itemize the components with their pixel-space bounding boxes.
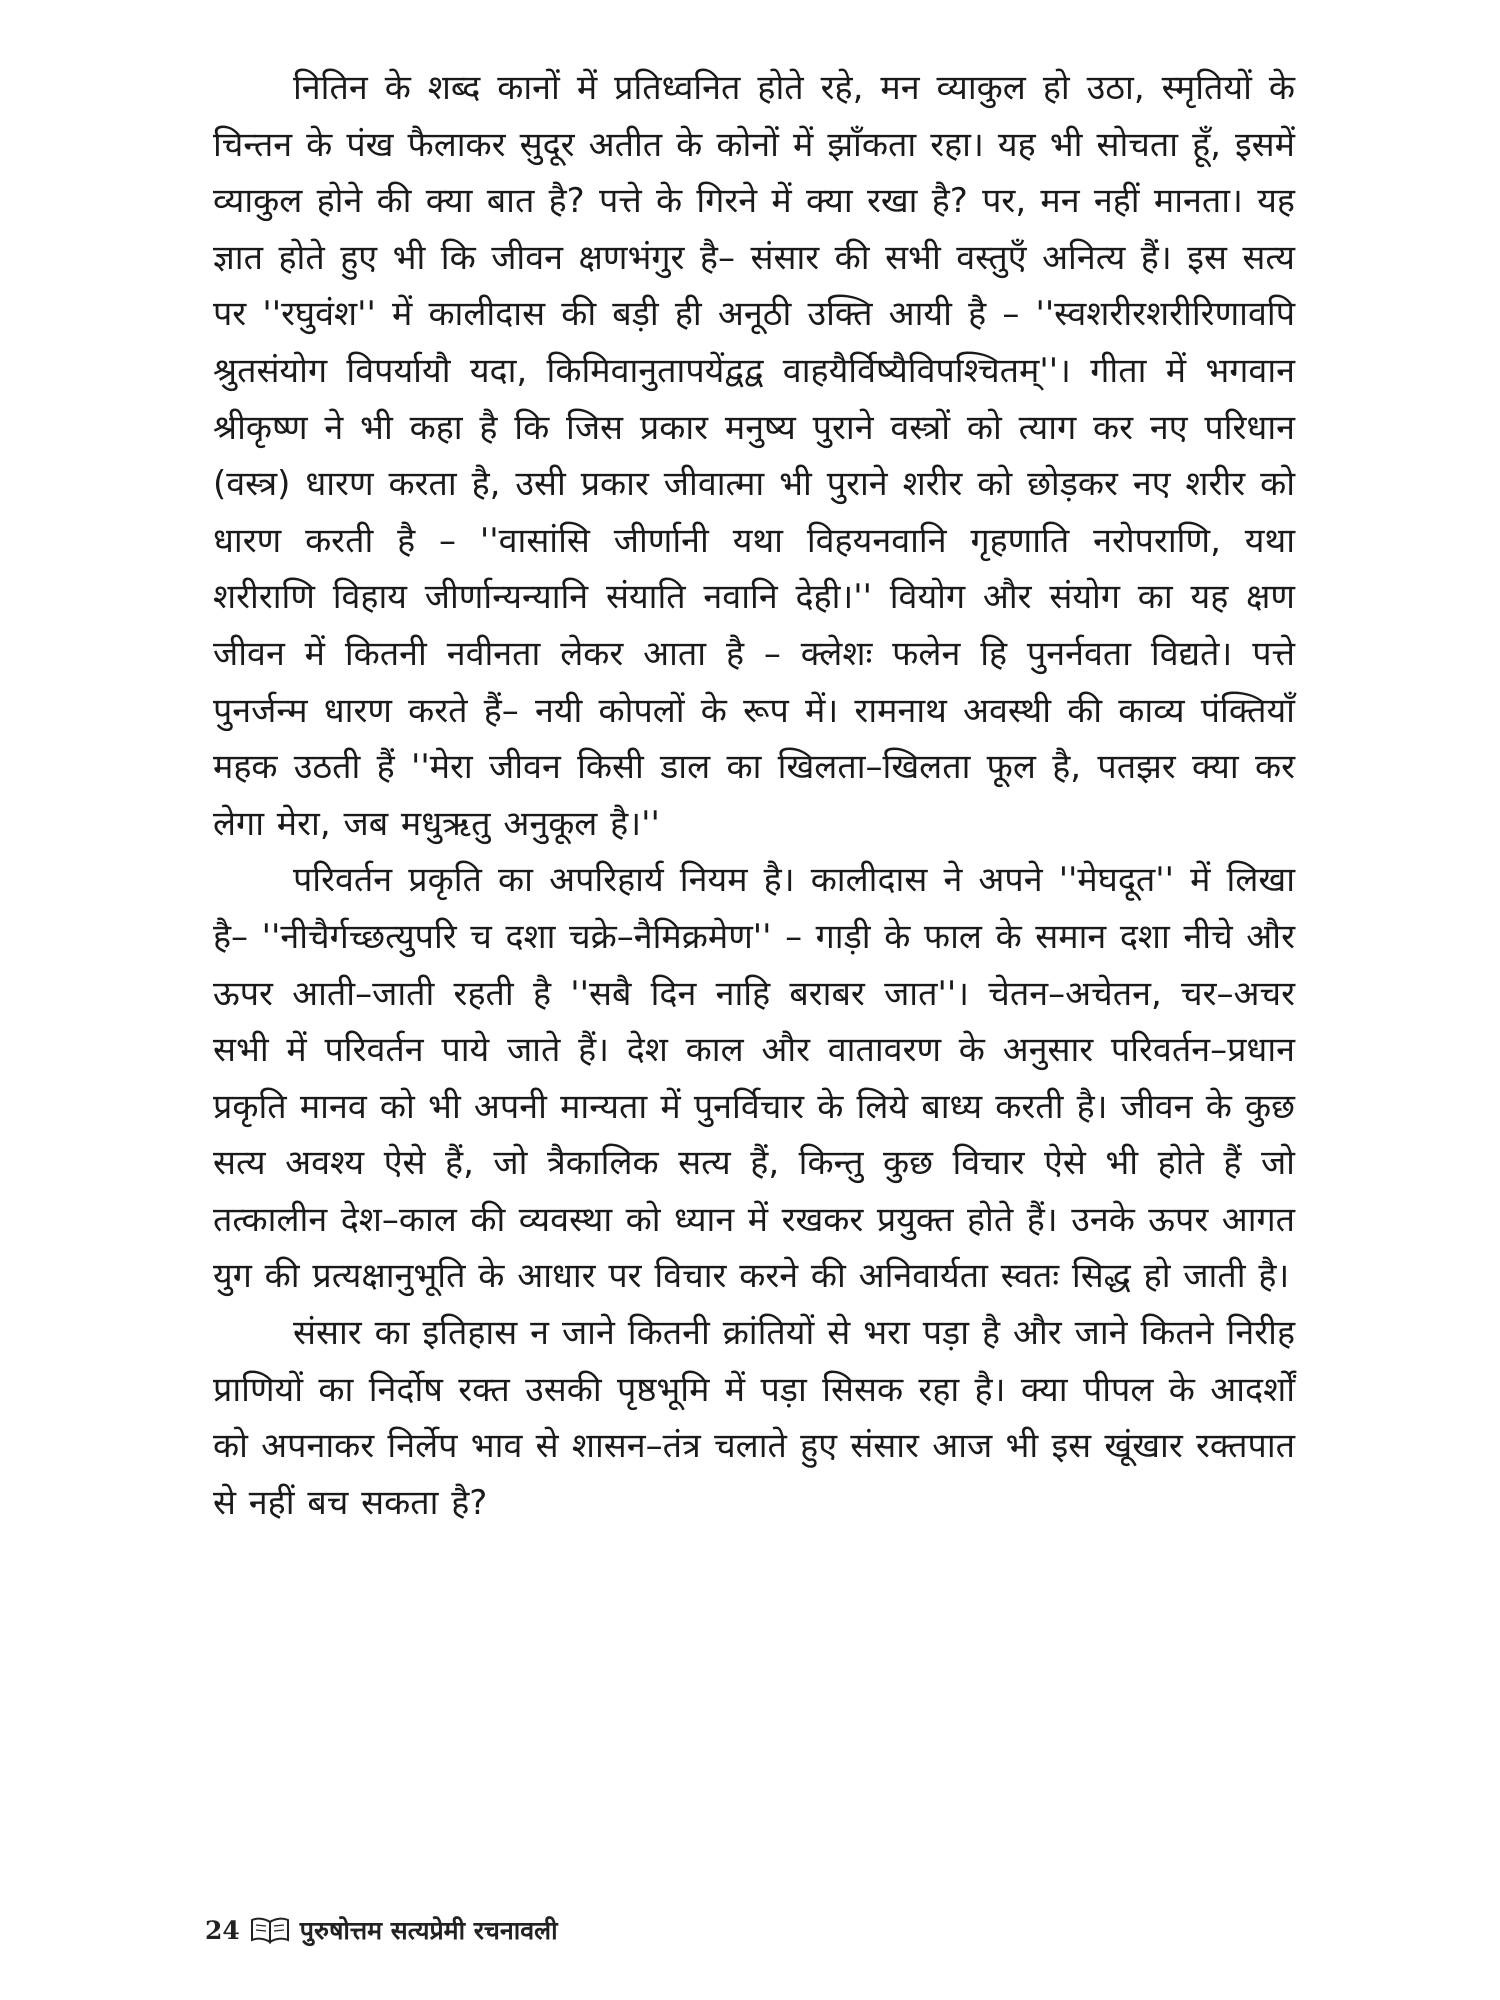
paragraph-3: संसार का इतिहास न जाने कितनी क्रांतियों से भरा पड़ा है और जाने कितने निरीह प्राणियों का निर्दोष रक्त उसकी पृष्ठभूमि में पड़ा सिसक रहा है। क्या पीपल के आदर्शों को अपनाकर निर्लेप भाव से शासन–तंत्र चलाते हुए संसार आज भी इस खूंखार रक्तपात से नहीं बच सकता है? bbox=[213, 1313, 1295, 1523]
page-number: 24 bbox=[205, 1915, 240, 1945]
page-footer bbox=[205, 1910, 558, 1950]
body-text bbox=[213, 60, 1295, 1531]
paragraph-1: नितिन के शब्द कानों में प्रतिध्वनित होते रहे, मन व्याकुल हो उठा, स्मृतियों के चिन्तन के पंख फैलाकर सुदूर अतीत के कोनों में झाँकता रहा। यह भी सोचता हूँ, इसमें व्याकुल होने की क्या बात है? पत्ते के गिरने में क्या रखा है? पर, मन नहीं मानता। यह ज्ञात होते हुए भी कि जीवन क्षणभंगुर है– संसार की सभी वस्तुएँ अनित्य हैं। इस सत्य पर ''रघुवंश'' में कालीदास की बड़ी ही अनूठी उक्ति आयी है – ''स्वशरीरशरीरिणावपि श्रुतसंयोग विपर्यायौ यदा, किमिवानुतापयेंद्वद्व वाहयैर्विष्यैविपश्चितम्''। गीता में भगवान श्रीकृष्ण ने भी कहा है कि जिस प्रकार मनुष्य पुराने वस्त्रों को त्याग कर नए परिधान (वस्त्र) धारण करता है, उसी प्रकार जीवात्मा भी पुराने शरीर को छोड़कर नए शरीर को धारण करती है – ''वासांसि जीर्णानी यथा विहयनवानि गृहणाति नरोपराणि, यथा शरीराणि विहाय जीर्णान्यन्यानि संयाति नवानि देही।'' वियोग और संयोग का यह क्षण जीवन में कितनी नवीनता लेकर आता है – क्लेशः फलेन हि पुनर्नवता विद्यते। पत्ते पुनर्जन्म धारण करते हैं– नयी कोपलों के रूप में। रामनाथ अवस्थी की काव्य पंक्तियाँ महक उठती हैं ''मेरा जीवन किसी डाल का खिलता–खिलता फूल है, पतझर क्या कर लेगा मेरा, जब मधुऋतु अनुकूल है।'' bbox=[213, 68, 1295, 844]
paragraph-2: परिवर्तन प्रकृति का अपरिहार्य नियम है। कालीदास ने अपने ''मेघदूत'' में लिखा है– ''नीचैर्गच्छत्युपरि च दशा चक्रे–नैमिक्रमेण'' – गाड़ी के फाल के समान दशा नीचे और ऊपर आती–जाती रहती है ''सबै दिन नाहि बराबर जात''। चेतन–अचेतन, चर–अचर सभी में परिवर्तन पाये जाते हैं। देश काल और वातावरण के अनुसार परिवर्तन–प्रधान प्रकृति मानव को भी अपनी मान्यता में पुनर्विचार के लिये बाध्य करती है। जीवन के कुछ सत्य अवश्य ऐसे हैं, जो त्रैकालिक सत्य हैं, किन्तु कुछ विचार ऐसे भी होते हैं जो तत्कालीन देश–काल की व्यवस्था को ध्यान में रखकर प्रयुक्त होते हैं। उनके ऊपर आगत युग की प्रत्यक्षानुभूति के आधार पर विचार करने की अनिवार्यता स्वतः सिद्ध हो जाती है। bbox=[213, 860, 1295, 1297]
book-title: पुरुषोत्तम सत्यप्रेमी रचनावली bbox=[299, 1916, 558, 1945]
open-book-icon bbox=[250, 1916, 290, 1944]
